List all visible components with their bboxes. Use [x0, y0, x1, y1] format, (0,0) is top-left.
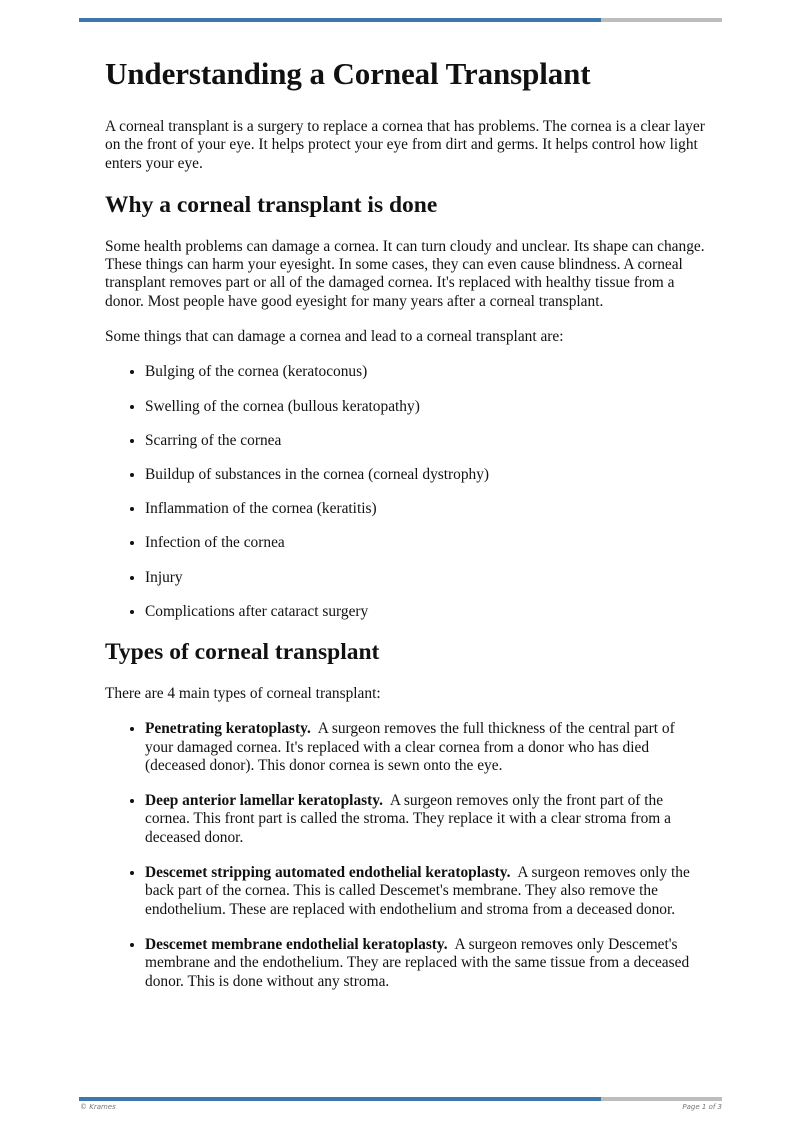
intro-paragraph: A corneal transplant is a surgery to replace a cornea that has problems. The cornea is a clear layer on the front of your eye. It helps protect your eye from dirt and germs. It helps control how light enters your eye.: [105, 118, 705, 172]
footer-bar-accent: [79, 1097, 601, 1101]
type-description: A surgeon removes only the front part of the cornea. This front part is called the stroma. They replace it with a clear stroma from a deceased donor.: [145, 792, 671, 846]
list-item: • Swelling of the cornea (bullous keratopathy): [145, 398, 705, 416]
footer-bar-rest: [601, 1097, 722, 1101]
why-paragraph-2: Some things that can damage a cornea and lead to a corneal transplant are:: [105, 328, 564, 346]
footer-divider-bar: [79, 1097, 722, 1101]
list-item: • Bulging of the cornea (keratoconus): [145, 363, 705, 381]
list-item: • Complications after cataract surgery: [145, 603, 705, 621]
type-description: A surgeon removes only the back part of the cornea. This is called Descemet's membrane. They also remove the endothelium. These are replaced with endothelium and stroma from a deceased donor.: [145, 864, 690, 918]
list-item: [145, 864, 705, 919]
causes-list: [105, 363, 705, 621]
footer-copyright: © Krames: [80, 1103, 116, 1111]
document-body: [105, 52, 705, 1008]
list-item: • Infection of the cornea: [145, 534, 705, 552]
type-term: Descemet membrane endothelial keratoplasty.: [145, 935, 448, 953]
why-paragraph-1: Some health problems can damage a cornea. It can turn cloudy and unclear. Its shape can change. These things can harm your eyesight. In some cases, they can even cause blindness. A corneal transplant removes part or all of the damaged cornea. It's replaced with healthy tissue from a donor. Most people have good eyesight for many years after a corneal transplant.: [105, 237, 705, 310]
type-term: Descemet stripping automated endothelial keratoplasty.: [145, 864, 511, 882]
header-bar-accent: [79, 18, 601, 22]
header-bar-rest: [601, 18, 722, 22]
type-description: A surgeon removes the full thickness of the central part of your damaged cornea. It's replaced with a clear cornea from a donor who has died (deceased donor). This donor cornea is sewn onto the eye.: [145, 720, 675, 774]
list-item: • Injury: [145, 569, 705, 587]
list-item: [145, 792, 705, 847]
list-item: • Scarring of the cornea: [145, 432, 705, 450]
list-item: [145, 936, 705, 991]
list-item: [145, 720, 705, 775]
types-intro-paragraph: There are 4 main types of corneal transplant:: [105, 684, 381, 702]
type-term: Penetrating keratoplasty.: [145, 720, 311, 738]
type-term: Deep anterior lamellar keratoplasty.: [145, 792, 383, 810]
header-divider-bar: [79, 18, 722, 22]
type-description: A surgeon removes only Descemet's membrane and the endothelium. They are replaced with the same tissue from a deceased donor. This is done without any stroma.: [145, 935, 690, 990]
footer-page-number: Page 1 of 3: [682, 1103, 722, 1111]
page-title: Understanding a Corneal Transplant: [105, 56, 591, 91]
section-heading-types: Types of corneal transplant: [105, 638, 380, 665]
section-heading-why: Why a corneal transplant is done: [105, 191, 438, 218]
types-list: [105, 720, 705, 991]
list-item: • Inflammation of the cornea (keratitis): [145, 500, 705, 518]
list-item: • Buildup of substances in the cornea (corneal dystrophy): [145, 466, 705, 484]
